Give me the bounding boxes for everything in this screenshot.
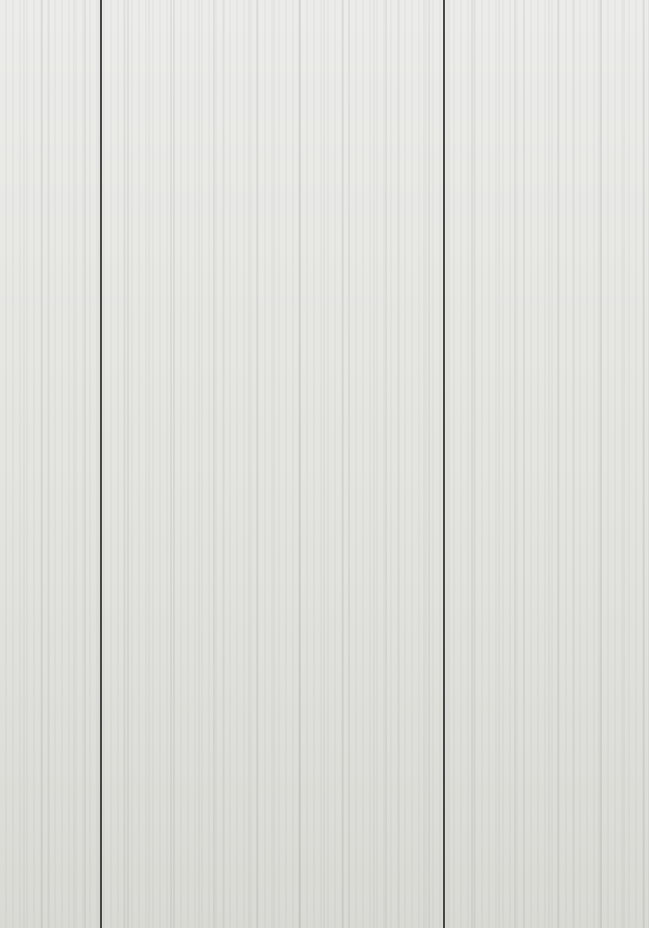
right-column bbox=[446, 0, 649, 928]
column-rule-left bbox=[100, 0, 102, 928]
column-rule-right bbox=[443, 0, 445, 928]
middle-column bbox=[103, 0, 443, 928]
left-column bbox=[0, 0, 100, 928]
